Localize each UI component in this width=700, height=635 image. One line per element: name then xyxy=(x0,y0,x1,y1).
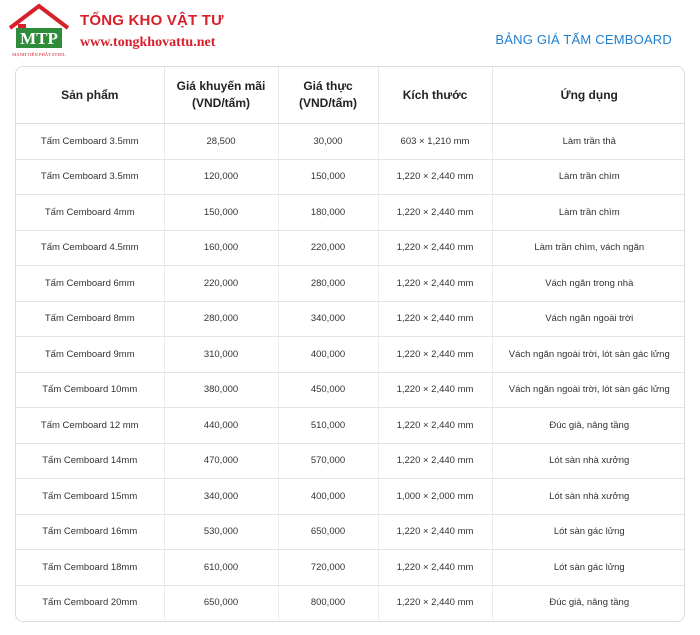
cell-product: Tấm Cemboard 15mm xyxy=(16,479,164,515)
cell-application: Vách ngăn ngoài trời, lót sàn gác lửng xyxy=(492,337,685,373)
cell-size: 1,220 × 2,440 mm xyxy=(378,585,492,620)
mtp-logo xyxy=(6,2,72,60)
table-row xyxy=(16,550,685,586)
cell-size: 1,220 × 2,440 mm xyxy=(378,301,492,337)
cell-promo-price: 280,000 xyxy=(164,301,278,337)
cell-actual-price: 180,000 xyxy=(278,195,378,231)
cell-promo-price: 220,000 xyxy=(164,266,278,302)
table-row xyxy=(16,443,685,479)
table-row xyxy=(16,159,685,195)
cell-size: 1,220 × 2,440 mm xyxy=(378,195,492,231)
cell-size: 1,220 × 2,440 mm xyxy=(378,443,492,479)
table-body xyxy=(16,124,685,621)
logo-subtext: MẠNH TIẾN PHÁT STEEL xyxy=(12,52,66,57)
cell-product: Tấm Cemboard 16mm xyxy=(16,514,164,550)
table-row xyxy=(16,337,685,373)
cell-application: Vách ngăn ngoài trời, lót sàn gác lửng xyxy=(492,372,685,408)
cell-actual-price: 30,000 xyxy=(278,124,378,160)
cell-product: Tấm Cemboard 3.5mm xyxy=(16,124,164,160)
brand-name: TỔNG KHO VẬT TƯ xyxy=(80,12,224,29)
table-row xyxy=(16,230,685,266)
cell-actual-price: 340,000 xyxy=(278,301,378,337)
cell-actual-price: 280,000 xyxy=(278,266,378,302)
cell-actual-price: 720,000 xyxy=(278,550,378,586)
cell-promo-price: 470,000 xyxy=(164,443,278,479)
cell-product: Tấm Cemboard 4.5mm xyxy=(16,230,164,266)
cell-application: Làm trần chìm xyxy=(492,195,685,231)
cell-product: Tấm Cemboard 6mm xyxy=(16,266,164,302)
brand-url: www.tongkhovattu.net xyxy=(80,35,216,50)
header-application: Ứng dụng xyxy=(492,67,685,124)
cell-product: Tấm Cemboard 14mm xyxy=(16,443,164,479)
table-header-row xyxy=(16,67,685,124)
cell-application: Đúc giả, nâng tầng xyxy=(549,597,630,609)
cell-product: Tấm Cemboard 8mm xyxy=(16,301,164,337)
cell-application: Làm trần chìm, vách ngăn xyxy=(492,230,685,266)
cell-actual-price: 510,000 xyxy=(278,408,378,444)
cell-promo-price: 160,000 xyxy=(164,230,278,266)
cell-promo-price: 150,000 xyxy=(164,195,278,231)
cell-promo-price: 120,000 xyxy=(164,159,278,195)
cell-actual-price: 800,000 xyxy=(278,585,378,620)
cell-size: 1,220 × 2,440 mm xyxy=(378,337,492,373)
table-row xyxy=(16,372,685,408)
cell-promo-price: 610,000 xyxy=(164,550,278,586)
table-row xyxy=(16,479,685,515)
cell-promo-price: 380,000 xyxy=(164,372,278,408)
cell-application: Đúc giả, nâng tầng xyxy=(492,408,685,444)
cell-actual-price: 400,000 xyxy=(278,337,378,373)
header-actual-price: Giá thực (VND/tấm) xyxy=(278,67,378,124)
cell-size: 1,220 × 2,440 mm xyxy=(378,514,492,550)
cell-size: 1,220 × 2,440 mm xyxy=(378,266,492,302)
cell-product: Tấm Cemboard 4mm xyxy=(16,195,164,231)
page-header xyxy=(0,0,700,62)
cell-size: 603 × 1,210 mm xyxy=(378,124,492,160)
table-row xyxy=(16,514,685,550)
cell-promo-price: 28,500 xyxy=(164,124,278,160)
header-promo-price: Giá khuyến mãi (VND/tấm) xyxy=(164,67,278,124)
cell-size: 1,220 × 2,440 mm xyxy=(378,408,492,444)
cell-size: 1,220 × 2,440 mm xyxy=(378,159,492,195)
cell-application: Lót sàn gác lửng xyxy=(492,550,685,586)
cell-application: Lót sàn gác lửng xyxy=(492,514,685,550)
cell-product: Tấm Cemboard 3.5mm xyxy=(16,159,164,195)
cell-size: 1,220 × 2,440 mm xyxy=(378,372,492,408)
cell-actual-price: 570,000 xyxy=(278,443,378,479)
cell-size: 1,220 × 2,440 mm xyxy=(378,550,492,586)
logo-text: MTP xyxy=(20,29,58,48)
table-row xyxy=(16,585,685,620)
table-row xyxy=(16,195,685,231)
cell-application: Lót sàn nhà xưởng xyxy=(492,443,685,479)
price-table-container xyxy=(15,66,685,622)
table-row xyxy=(16,124,685,160)
cell-application: Lót sàn nhà xưởng xyxy=(492,479,685,515)
cell-promo-price: 650,000 xyxy=(164,585,278,620)
cell-application: Vách ngăn ngoài trời xyxy=(492,301,685,337)
cell-size: 1,000 × 2,000 mm xyxy=(378,479,492,515)
header-size: Kích thước xyxy=(378,67,492,124)
table-row xyxy=(16,301,685,337)
cell-application: Vách ngăn trong nhà xyxy=(492,266,685,302)
cell-promo-price: 340,000 xyxy=(164,479,278,515)
table-row xyxy=(16,408,685,444)
cell-promo-price: 530,000 xyxy=(164,514,278,550)
cell-product: Tấm Cemboard 10mm xyxy=(16,372,164,408)
price-table xyxy=(16,67,685,620)
cell-promo-price: 440,000 xyxy=(164,408,278,444)
cell-product: Tấm Cemboard 9mm xyxy=(16,337,164,373)
page-title: BẢNG GIÁ TẤM CEMBOARD xyxy=(495,32,672,47)
cell-application: Làm trần thả xyxy=(492,124,685,160)
cell-size: 1,220 × 2,440 mm xyxy=(378,230,492,266)
cell-actual-price: 650,000 xyxy=(278,514,378,550)
cell-actual-price: 150,000 xyxy=(278,159,378,195)
cell-application: Làm trần chìm xyxy=(492,159,685,195)
table-row xyxy=(16,266,685,302)
cell-product: Tấm Cemboard 18mm xyxy=(16,550,164,586)
cell-product: Tấm Cemboard 12 mm xyxy=(16,408,164,444)
header-product: Sản phẩm xyxy=(16,67,164,124)
cell-actual-price: 400,000 xyxy=(278,479,378,515)
cell-product: Tấm Cemboard 20mm xyxy=(16,585,164,620)
cell-promo-price: 310,000 xyxy=(164,337,278,373)
cell-actual-price: 450,000 xyxy=(278,372,378,408)
cell-actual-price: 220,000 xyxy=(278,230,378,266)
